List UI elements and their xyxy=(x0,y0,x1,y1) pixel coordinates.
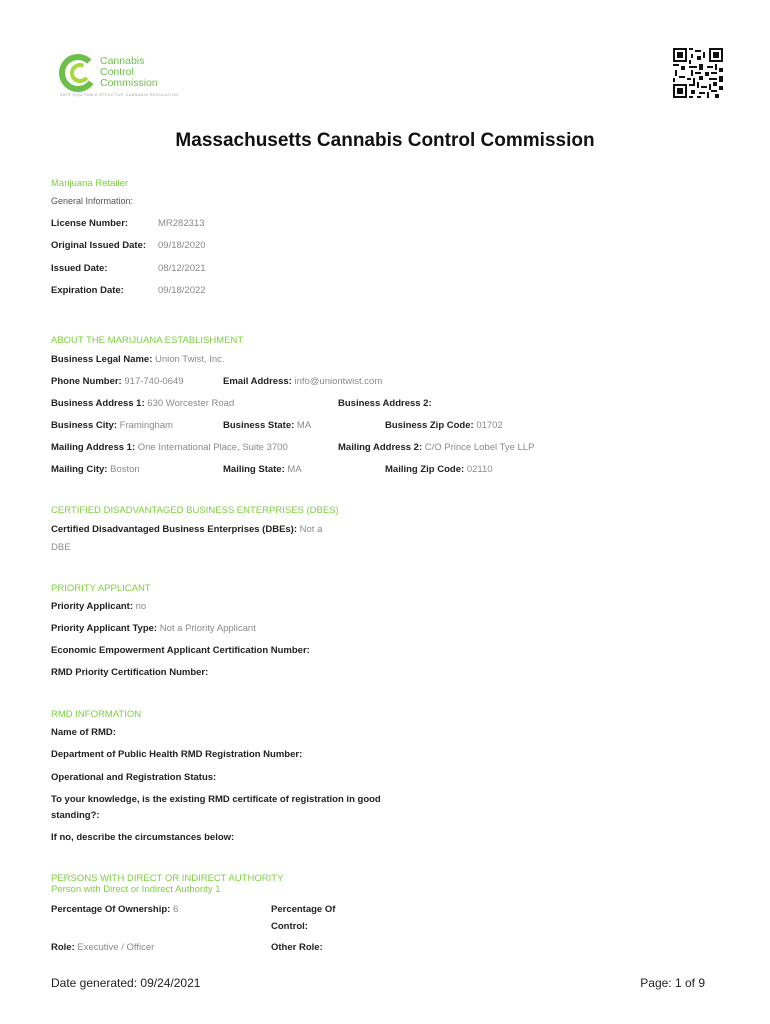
role-label: Role: xyxy=(51,942,75,953)
mailing-city-value: Boston xyxy=(110,464,140,475)
original-issued-label: Original Issued Date: xyxy=(51,240,147,251)
describe-circumstances-label: If no, describe the circumstances below: xyxy=(51,832,235,843)
persons-subheading: Person with Direct or Indirect Authority 1 xyxy=(51,884,221,895)
other-role-label: Other Role: xyxy=(271,942,323,953)
mailing-zip-row xyxy=(385,464,493,475)
zip-label: Business Zip Code: xyxy=(385,420,474,431)
date-generated: Date generated: 09/24/2021 xyxy=(51,976,201,990)
city-value: Framingham xyxy=(119,420,173,431)
priority-applicant-label: Priority Applicant: xyxy=(51,601,133,612)
priority-heading: PRIORITY APPLICANT xyxy=(51,583,151,594)
legal-name-row xyxy=(51,354,225,365)
expiration-date-value: 09/18/2022 xyxy=(158,285,206,296)
operational-status-label: Operational and Registration Status: xyxy=(51,772,217,783)
state-row xyxy=(223,420,311,431)
issued-date-value: 08/12/2021 xyxy=(158,263,206,274)
city-label: Business City: xyxy=(51,420,117,431)
logo-line-2: Control xyxy=(100,66,134,78)
logo-wordmark xyxy=(100,56,158,89)
dbe-label: Certified Disadvantaged Business Enterprises (DBEs): xyxy=(51,524,298,535)
dph-registration-label: Department of Public Health RMD Registration Number: xyxy=(51,749,303,760)
page-title: Massachusetts Cannabis Control Commission xyxy=(175,130,595,151)
priority-type-row xyxy=(51,623,256,634)
address1-row xyxy=(51,398,234,409)
mailing-address2-label: Mailing Address 2: xyxy=(338,442,423,453)
control-label-2: Control: xyxy=(271,921,308,932)
ownership-value: 6 xyxy=(172,904,179,915)
rmd-priority-label: RMD Priority Certification Number: xyxy=(51,667,209,678)
mailing-address2-row xyxy=(338,442,534,453)
email-label: Email Address: xyxy=(223,376,292,387)
address2-row xyxy=(338,398,432,409)
original-issued-value: 09/18/2020 xyxy=(158,240,206,251)
state-label: Business State: xyxy=(223,420,295,431)
license-type: Marijuana Retailer xyxy=(51,178,129,189)
address1-label: Business Address 1: xyxy=(51,398,145,409)
ownership-row xyxy=(51,904,178,915)
mailing-state-row xyxy=(223,464,302,475)
persons-heading: PERSONS WITH DIRECT OR INDIRECT AUTHORITY xyxy=(51,873,284,884)
phone-label: Phone Number: xyxy=(51,376,122,387)
city-row xyxy=(51,420,173,431)
zip-value: 01702 xyxy=(476,420,503,431)
priority-applicant-row xyxy=(51,601,146,612)
phone-value: 917-740-0649 xyxy=(124,376,184,387)
establishment-heading: ABOUT THE MARIJUANA ESTABLISHMENT xyxy=(51,335,244,346)
logo-line-1: Cannabis xyxy=(100,55,145,67)
qr-code-icon xyxy=(671,48,725,98)
dbe-value-1: Not a xyxy=(299,524,323,535)
mailing-city-label: Mailing City: xyxy=(51,464,108,475)
rmd-heading: RMD INFORMATION xyxy=(51,709,142,720)
address2-label: Business Address 2: xyxy=(338,398,432,409)
role-row xyxy=(51,942,154,953)
logo-line-3: Commission xyxy=(100,77,158,89)
page-number: Page: 1 of 9 xyxy=(640,976,705,990)
expiration-date-label: Expiration Date: xyxy=(51,285,124,296)
mailing-state-label: Mailing State: xyxy=(223,464,285,475)
email-value: info@uniontwist.com xyxy=(294,376,383,387)
issued-date-label: Issued Date: xyxy=(51,263,108,274)
priority-type-value: Not a Priority Applicant xyxy=(159,623,256,634)
legal-name-label: Business Legal Name: xyxy=(51,354,153,365)
dbe-row xyxy=(51,524,322,535)
dbe-heading: CERTIFIED DISADVANTAGED BUSINESS ENTERPRISES (DBES) xyxy=(51,505,339,516)
rmd-name-label: Name of RMD: xyxy=(51,727,116,738)
priority-type-label: Priority Applicant Type: xyxy=(51,623,158,634)
state-value: MA xyxy=(296,420,312,431)
legal-name-value: Union Twist, Inc. xyxy=(155,354,225,365)
good-standing-label-2: standing?: xyxy=(51,810,100,821)
mailing-city-row xyxy=(51,464,140,475)
mailing-address1-row xyxy=(51,442,288,453)
dbe-value-2: DBE xyxy=(51,542,71,553)
phone-row xyxy=(51,376,184,387)
ownership-label: Percentage Of Ownership: xyxy=(51,904,171,915)
ee-certification-label: Economic Empowerment Applicant Certification Number: xyxy=(51,645,310,656)
role-value: Executive / Officer xyxy=(77,942,155,953)
license-number-value: MR282313 xyxy=(158,218,205,229)
email-row xyxy=(223,376,382,387)
address1-value: 630 Worcester Road xyxy=(147,398,235,409)
mailing-zip-value: 02110 xyxy=(466,464,493,475)
zip-row xyxy=(385,420,503,431)
priority-applicant-value: no xyxy=(135,601,147,612)
mailing-state-value: MA xyxy=(287,464,302,475)
general-info-heading: General Information: xyxy=(51,196,134,206)
mailing-zip-label: Mailing Zip Code: xyxy=(385,464,465,475)
mailing-address2-value: C/O Prince Lobel Tye LLP xyxy=(424,442,535,453)
logo-tagline: SAFE EQUITABLE EFFECTIVE CANNABIS REGULATION xyxy=(60,93,179,97)
mailing-address1-label: Mailing Address 1: xyxy=(51,442,136,453)
license-number-label: License Number: xyxy=(51,218,129,229)
control-label-1: Percentage Of xyxy=(271,904,336,915)
mailing-address1-value: One International Place, Suite 3700 xyxy=(137,442,288,453)
good-standing-label-1: To your knowledge, is the existing RMD certificate of registration in good xyxy=(51,794,381,805)
